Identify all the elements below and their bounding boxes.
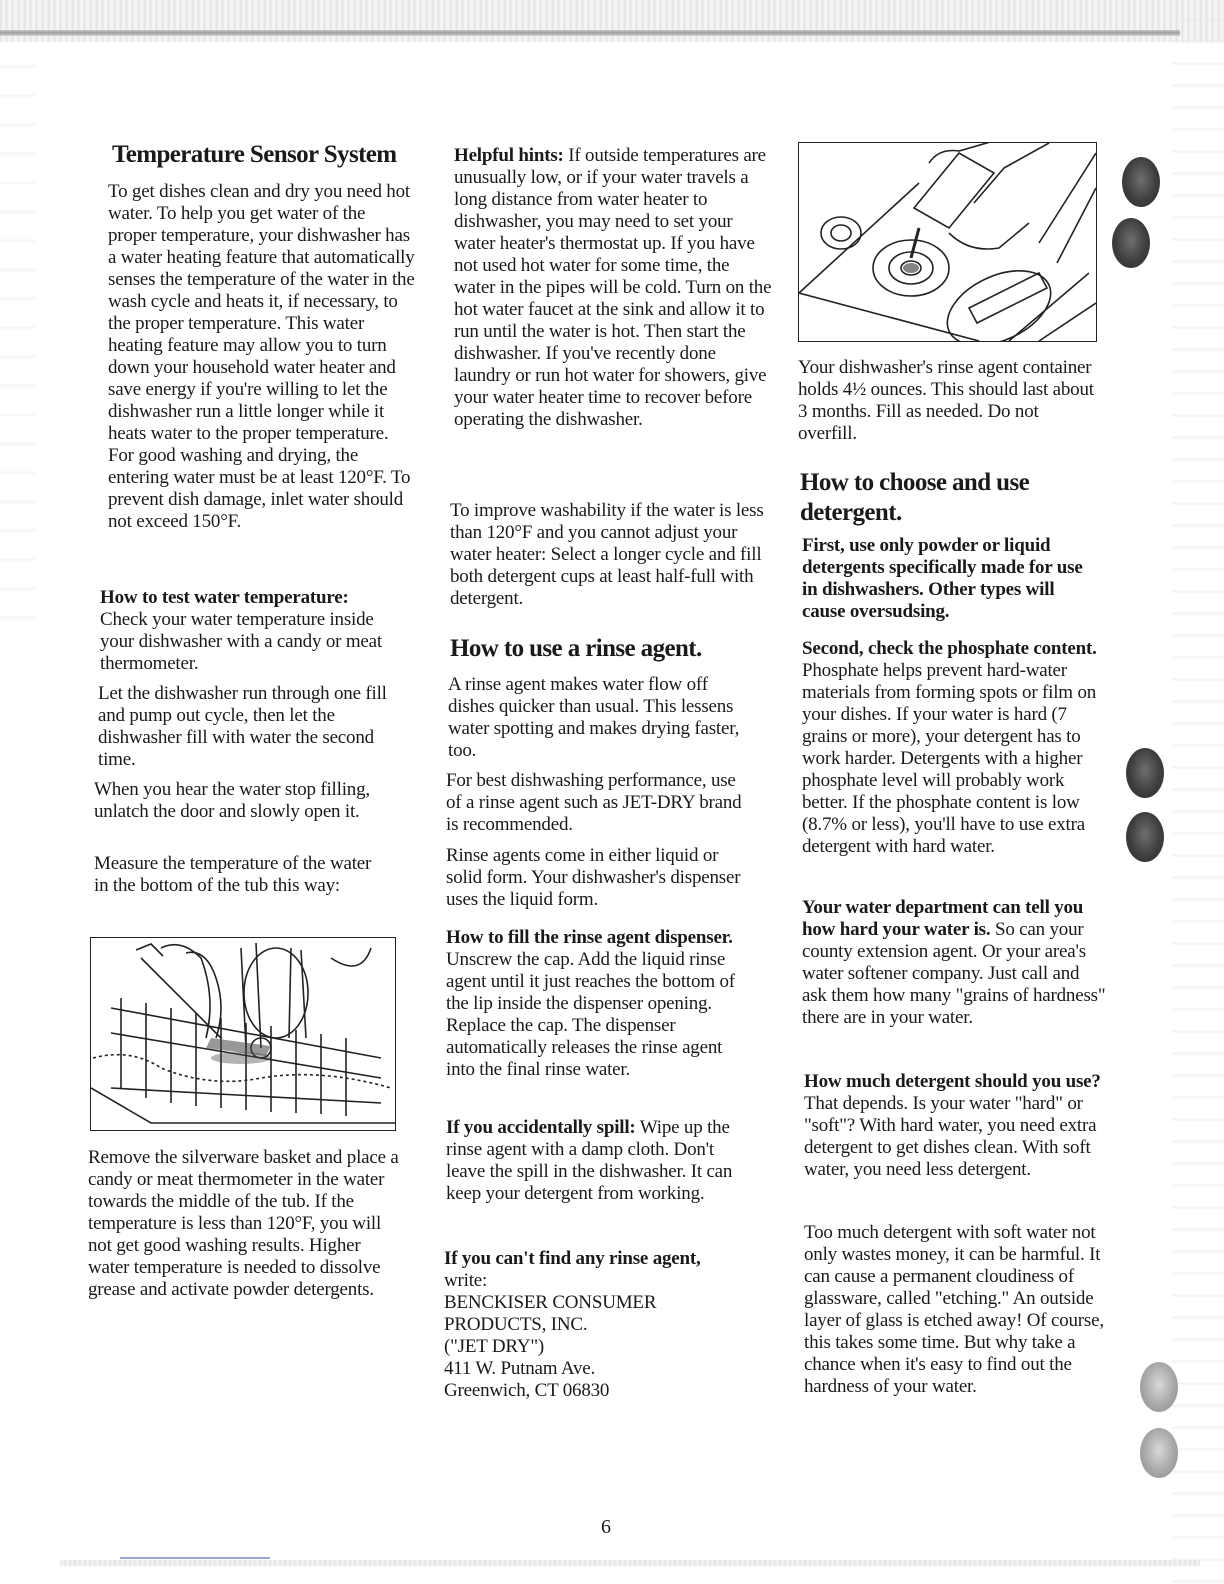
water-dept-label: Your water department can tell you how hard your water is.	[802, 897, 1084, 940]
hints-text: If outside temperatures are unusually low, or if your water travels a long distance from water heater to dishwasher, you may need to set your water heater's thermostat up. If you have not used hot water for some time, the water in the pipes will be cold. Turn on the hot water faucet at the sink and allow it to run until the water is hot. Then start the dishwasher. If you've recently done laundry or run hot water for showers, give your water heater time to recover before operating the dishwasher.	[454, 145, 772, 430]
scan-line-top	[0, 30, 1180, 36]
dispenser-caption: Your dishwasher's rinse agent container holds 4½ ounces. This should last about 3 months. Fill as needed. Do not overfill.	[798, 357, 1094, 444]
thermometer-illustration	[90, 937, 396, 1131]
run-paragraph: Let the dishwasher run through one fill and pump out cycle, then let the dishwasher fill with water the second time.	[98, 683, 387, 770]
rinse-forms: Rinse agents come in either liquid or solid form. Your dishwasher's dispenser uses the liquid form.	[446, 845, 741, 910]
index-tab-mark	[1140, 1428, 1178, 1478]
spill-text: Wipe up the rinse agent with a damp cloth. Don't leave the spill in the dishwasher. It can keep your detergent from working.	[446, 1117, 733, 1204]
second-label: Second, check the phosphate content.	[802, 638, 1097, 659]
dispenser-drawing	[799, 143, 1096, 341]
improve-block	[450, 500, 770, 610]
how-much-text: That depends. Is your water "hard" or "soft"? With hard water, you need extra detergent to get dishes clean. With soft water, you need less detergent.	[804, 1093, 1097, 1180]
hints-block	[454, 145, 772, 431]
stop-paragraph: When you hear the water stop filling, unlatch the door and slowly open it.	[94, 779, 370, 822]
intro-block	[108, 181, 418, 533]
second-block	[802, 638, 1114, 858]
dishwasher-rack-drawing	[91, 938, 395, 1130]
index-tab-mark	[1112, 218, 1150, 268]
cant-find-label: If you can't find any rinse agent,	[444, 1248, 701, 1269]
section-title: Temperature Sensor System	[112, 141, 397, 168]
caption-block	[798, 357, 1098, 445]
cant-find-text: write:	[444, 1270, 488, 1291]
section-temperature-sensor	[112, 140, 442, 170]
index-tab-mark	[1140, 1362, 1178, 1412]
cant-find-block	[444, 1248, 764, 1402]
address-line: PRODUCTS, INC.	[444, 1314, 588, 1335]
water-dept-block	[802, 897, 1107, 1029]
fill-label: How to fill the rinse agent dispenser.	[446, 927, 733, 948]
scan-line-bottom	[120, 1557, 270, 1559]
address-line: 411 W. Putnam Ave.	[444, 1358, 596, 1379]
index-tab-mark	[1126, 812, 1164, 862]
test-block	[100, 587, 400, 675]
test-heading: How to test water temperature:	[100, 587, 349, 608]
scan-edge-right	[1172, 0, 1224, 1584]
hints-label: Helpful hints:	[454, 145, 564, 166]
measure-paragraph: Measure the temperature of the water in the bottom of the tub this way:	[94, 853, 372, 896]
detergent-title: How to choose and use detergent.	[800, 469, 1030, 526]
rinse-forms-block	[446, 845, 746, 911]
address-line: ("JET DRY")	[444, 1336, 545, 1357]
index-tab-mark	[1126, 748, 1164, 798]
how-much-label: How much detergent should you use?	[804, 1071, 1101, 1092]
too-much-block	[804, 1222, 1120, 1398]
rinse-intro-block	[448, 674, 748, 762]
test-text: Check your water temperature inside your dishwasher with a candy or meat thermometer.	[100, 609, 382, 674]
section-detergent	[800, 468, 1100, 528]
improve-paragraph: To improve washability if the water is less than 120°F and you cannot adjust your water heater: Select a longer cycle and fill both detergent cups at least half-full with detergent.	[450, 500, 764, 609]
section-rinse-agent	[450, 634, 780, 664]
page-number: 6	[601, 1516, 611, 1538]
measure-block	[94, 853, 384, 897]
fill-block	[446, 927, 746, 1081]
first-paragraph: First, use only powder or liquid detergents specifically made for use in dishwashers. Other types will cause oversudsing.	[802, 535, 1083, 622]
stop-block	[94, 779, 399, 823]
remove-paragraph: Remove the silverware basket and place a candy or meat thermometer in the water towards the middle of the tub. If the temperature is less than 120°F, you will not get good washing results. Higher water temperature is needed to dissolve grease and activate powder detergents.	[88, 1147, 399, 1300]
remove-block	[88, 1147, 400, 1301]
rinse-best: For best dishwashing performance, use of a rinse agent such as JET-DRY brand is recommended.	[446, 770, 742, 835]
too-much-paragraph: Too much detergent with soft water not only wastes money, it can be harmful. It can cause a permanent cloudiness of glassware, called "etching." An outside layer of glass is etched away! Of course, this takes some time. But why take a chance when it's easy to find out the hardness of your water.	[804, 1222, 1104, 1397]
scan-edge-bottom	[60, 1560, 1200, 1566]
spill-label: If you accidentally spill:	[446, 1117, 636, 1138]
address-line: Greenwich, CT 06830	[444, 1380, 610, 1401]
fill-text: Unscrew the cap. Add the liquid rinse agent until it just reaches the bottom of the lip inside the dispenser opening. Replace the cap. The dispenser automatically releases the rinse agent into the final rinse water.	[446, 949, 735, 1080]
run-block	[98, 683, 398, 771]
intro-paragraph: To get dishes clean and dry you need hot water. To help you get water of the proper temperature, your dishwasher has a water heating feature that automatically senses the temperature of the water in the wash cycle and heats it, if necessary, to the proper temperature. This water heating feature may allow you to turn down your household water heater and save energy if you're willing to let the dishwasher run a little longer while it heats water to the proper temperature. For good washing and drying, the entering water must be at least 120°F. To prevent dish damage, inlet water should not exceed 150°F.	[108, 181, 415, 532]
scan-edge-left	[0, 40, 36, 640]
rinse-dispenser-illustration	[798, 142, 1097, 342]
first-block	[802, 535, 1102, 623]
how-much-block	[804, 1071, 1114, 1181]
index-tab-mark	[1122, 157, 1160, 207]
second-text: Phosphate helps prevent hard-water materials from forming spots or film on your dishes. If your water is hard (7 grains or more), your detergent has to work harder. Detergents with a higher phosphate level will probably work better. If the phosphate content is low (8.7% or less), you'll have to use extra detergent with hard water.	[802, 660, 1097, 857]
spill-block	[446, 1117, 736, 1205]
rinse-best-block	[446, 770, 751, 836]
rinse-intro: A rinse agent makes water flow off dishes quicker than usual. This lessens water spotting and makes drying faster, too.	[448, 674, 740, 761]
water-dept-text: So can your county extension agent. Or your area's water softener company. Just call and ask them how many "grains of hardness" there are in your water.	[802, 919, 1106, 1028]
rinse-title: How to use a rinse agent.	[450, 635, 702, 662]
address-line: BENCKISER CONSUMER	[444, 1292, 657, 1313]
